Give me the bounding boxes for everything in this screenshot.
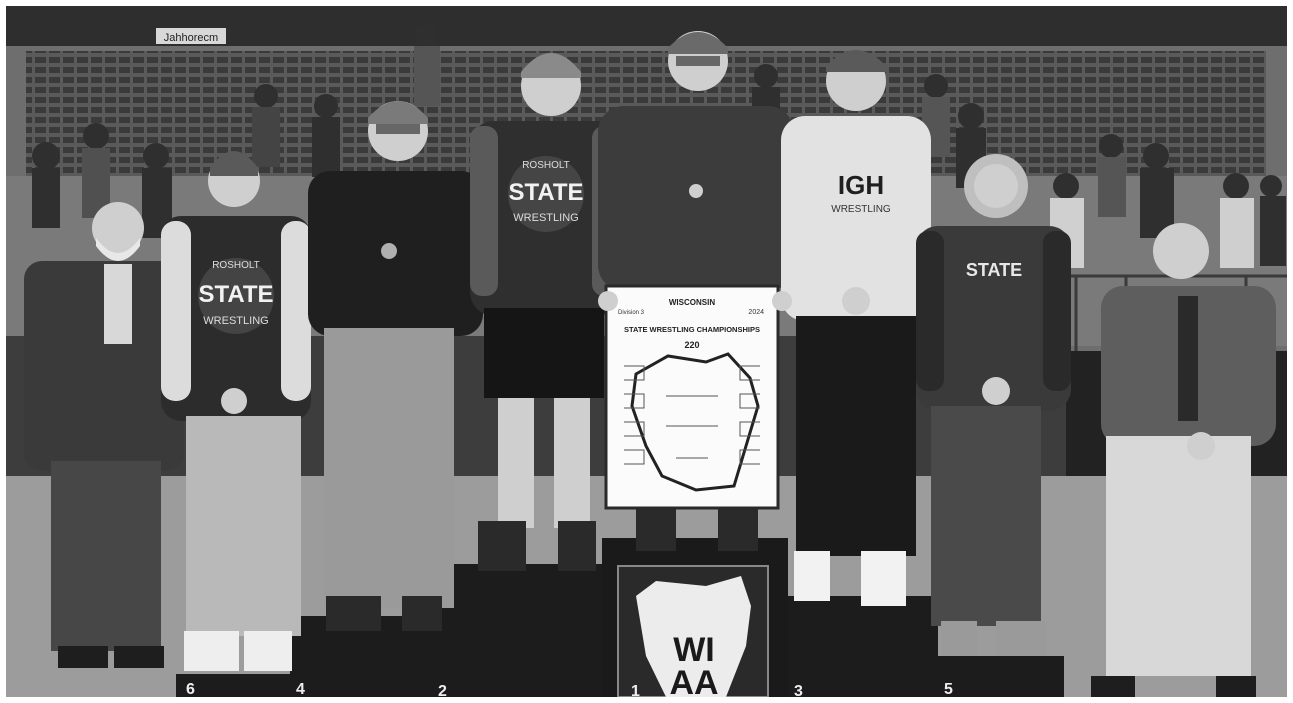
- shirt-bottom-2: WRESTLING: [513, 212, 579, 224]
- place-label-1: 1: [631, 683, 640, 697]
- board-weight: 220: [684, 340, 700, 350]
- wiaa-letters-top: WI: [673, 631, 715, 669]
- shirt-top-2: ROSHOLT: [522, 160, 570, 171]
- photo-scene: [6, 6, 1287, 697]
- board-division: Division 3: [618, 310, 645, 316]
- bracket-board: [606, 286, 778, 508]
- shirt-bottom-6: WRESTLING: [203, 315, 269, 327]
- arena-banner-text: Jahhorecm: [163, 32, 219, 44]
- podium-step-3: [788, 596, 938, 697]
- place-label-2: 2: [438, 683, 447, 697]
- shirt-main-3: IGH: [837, 170, 885, 200]
- shirt-main-5: STATE: [965, 260, 1023, 280]
- shirt-main-2: STATE: [508, 179, 584, 206]
- place-label-4: 4: [296, 681, 305, 697]
- place-label-6: 6: [186, 681, 195, 697]
- award-ceremony-photo: [6, 6, 1287, 697]
- shirt-bottom-3: WRESTLING: [831, 204, 891, 215]
- board-title: STATE WRESTLING CHAMPIONSHIPS: [624, 325, 760, 334]
- hand-right-1: [772, 291, 792, 311]
- place-label-5: 5: [944, 681, 953, 697]
- podium-step-5: [938, 656, 1064, 697]
- board-org: WISCONSIN: [668, 298, 716, 307]
- wiaa-letters-bottom: AA: [669, 664, 719, 697]
- board-year: 2024: [748, 309, 764, 316]
- hands-6: [221, 388, 247, 414]
- podium-step-2: [432, 564, 602, 697]
- shirt-main-6: STATE: [198, 281, 274, 308]
- hand-left-1: [598, 291, 618, 311]
- wrestler-3rd: [781, 50, 931, 606]
- official-right: [1091, 223, 1276, 697]
- place-label-3: 3: [794, 683, 803, 697]
- shirt-top-6: ROSHOLT: [212, 260, 260, 271]
